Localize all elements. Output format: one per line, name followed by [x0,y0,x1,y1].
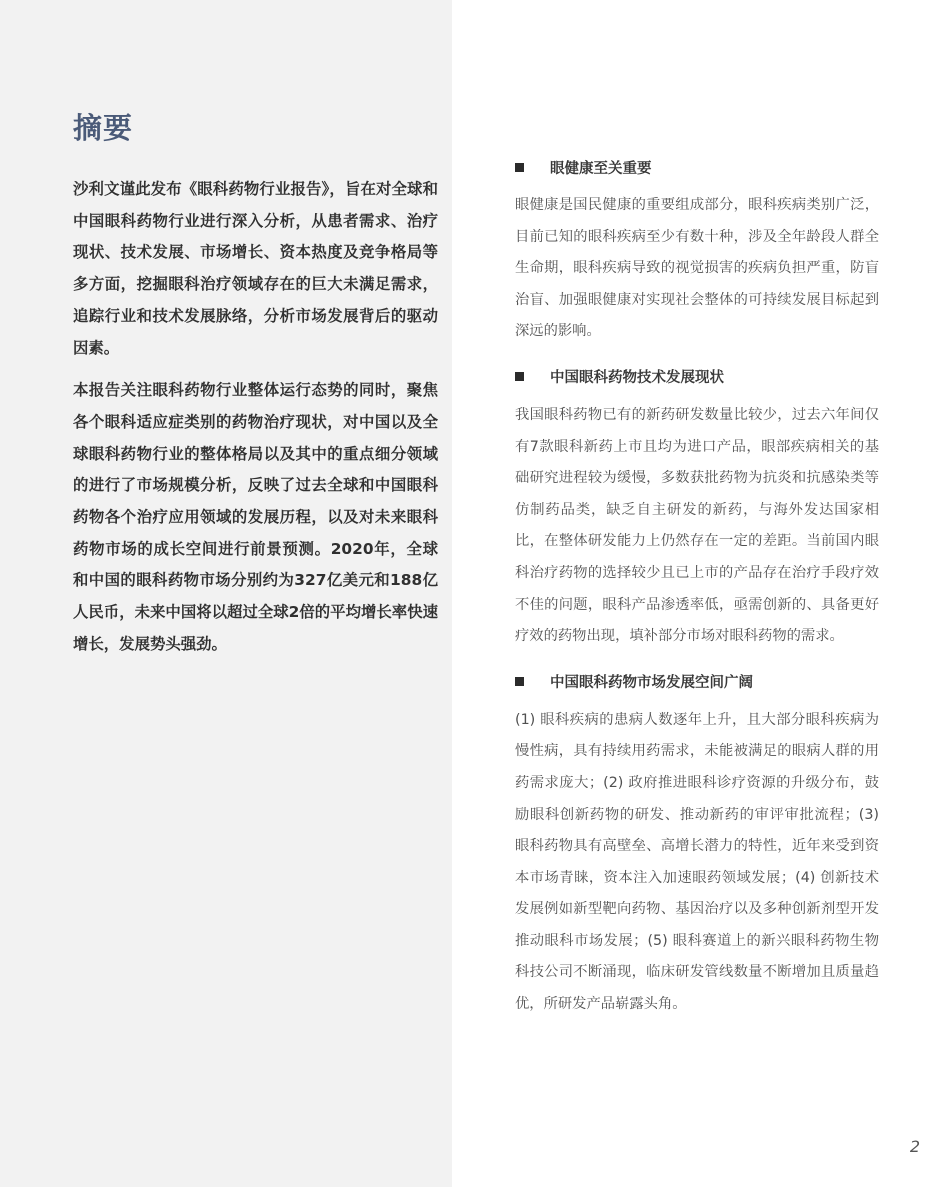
section-heading-label: 中国眼科药物技术发展现状 [550,370,724,387]
page-title: 摘要 [73,111,134,145]
summary-paragraph: 本报告关注眼科药物行业整体运行态势的同时，聚焦各个眼科适应症类别的药物治疗现状，对中国以及全球眼科药物行业的整体格局以及其中的重点细分领域的进行了市场规模分析，反映了过去全球和中国眼科药物各个治疗应用领域的发展历程，以及对未来眼科药物市场的成长空间进行前景预测。2020年，全球和中国的眼科药物市场分别约为327亿美元和188亿人民币，未来中国将以超过全球2倍的平均增长率快速增长，发展势头强劲。 [73,381,438,653]
square-bullet-icon [515,372,524,381]
section-heading-tech-status [515,360,879,394]
section-body: 眼健康是国民健康的重要组成部分，眼科疾病类别广泛，目前已知的眼科疾病至少有数十种，涉及全年龄段人群全生命期，眼科疾病导致的视觉损害的疾病负担严重，防盲治盲、加强眼健康对实现社会整体的可持续发展目标起到深远的影响。 [515,197,879,340]
square-bullet-icon [515,163,524,172]
section-heading-label: 中国眼科药物市场发展空间广阔 [550,675,753,692]
summary-paragraph: 沙利文谨此发布《眼科药物行业报告》，旨在对全球和中国眼科药物行业进行深入分析，从患者需求、治疗现状、技术发展、市场增长、资本热度及竞争格局等多方面，挖掘眼科治疗领域存在的巨大未满足需求，追踪行业和技术发展脉络，分析市场发展背后的驱动因素。 [73,180,438,357]
square-bullet-icon [515,677,524,686]
section-heading-label: 眼健康至关重要 [550,160,652,177]
section-heading-market-space [515,665,879,699]
section-heading-eye-health [515,150,879,184]
section-body: 我国眼科药物已有的新药研发数量比较少，过去六年间仅有7款眼科新药上市且均为进口产品，眼部疾病相关的基础研究进程较为缓慢，多数获批药物为抗炎和抗感染类等仿制药品类，缺乏自主研发的新药，与海外发达国家相比，在整体研发能力上仍然存在一定的差距。当前国内眼科治疗药物的选择较少且已上市的产品存在治疗手段疗效不佳的问题，眼科产品渗透率低，亟需创新的、具备更好疗效的药物出现，填补部分市场对眼科药物的需求。 [515,406,879,645]
page-number: 2 [909,1137,920,1156]
highlights-column [515,150,879,1033]
summary-text [73,174,438,672]
section-body: (1) 眼科疾病的患病人数逐年上升，且大部分眼科疾病为慢性病，具有持续用药需求，未能被满足的眼病人群的用药需求庞大；(2) 政府推进眼科诊疗资源的升级分布，鼓励眼科创新药物的研发、推动新药的审评审批流程；(3) 眼科药物具有高壁垒、高增长潜力的特性，近年来受到资本市场青睐，资本注入加速眼药领域发展；(4) 创新技术发展例如新型靶向药物、基因治疗以及多种创新剂型开发推动眼科市场发展；(5) 眼科赛道上的新兴眼科药物生物科技公司不断涌现，临床研发管线数量不断增加且质量趋优，所研发产品崭露头角。 [515,711,879,1013]
